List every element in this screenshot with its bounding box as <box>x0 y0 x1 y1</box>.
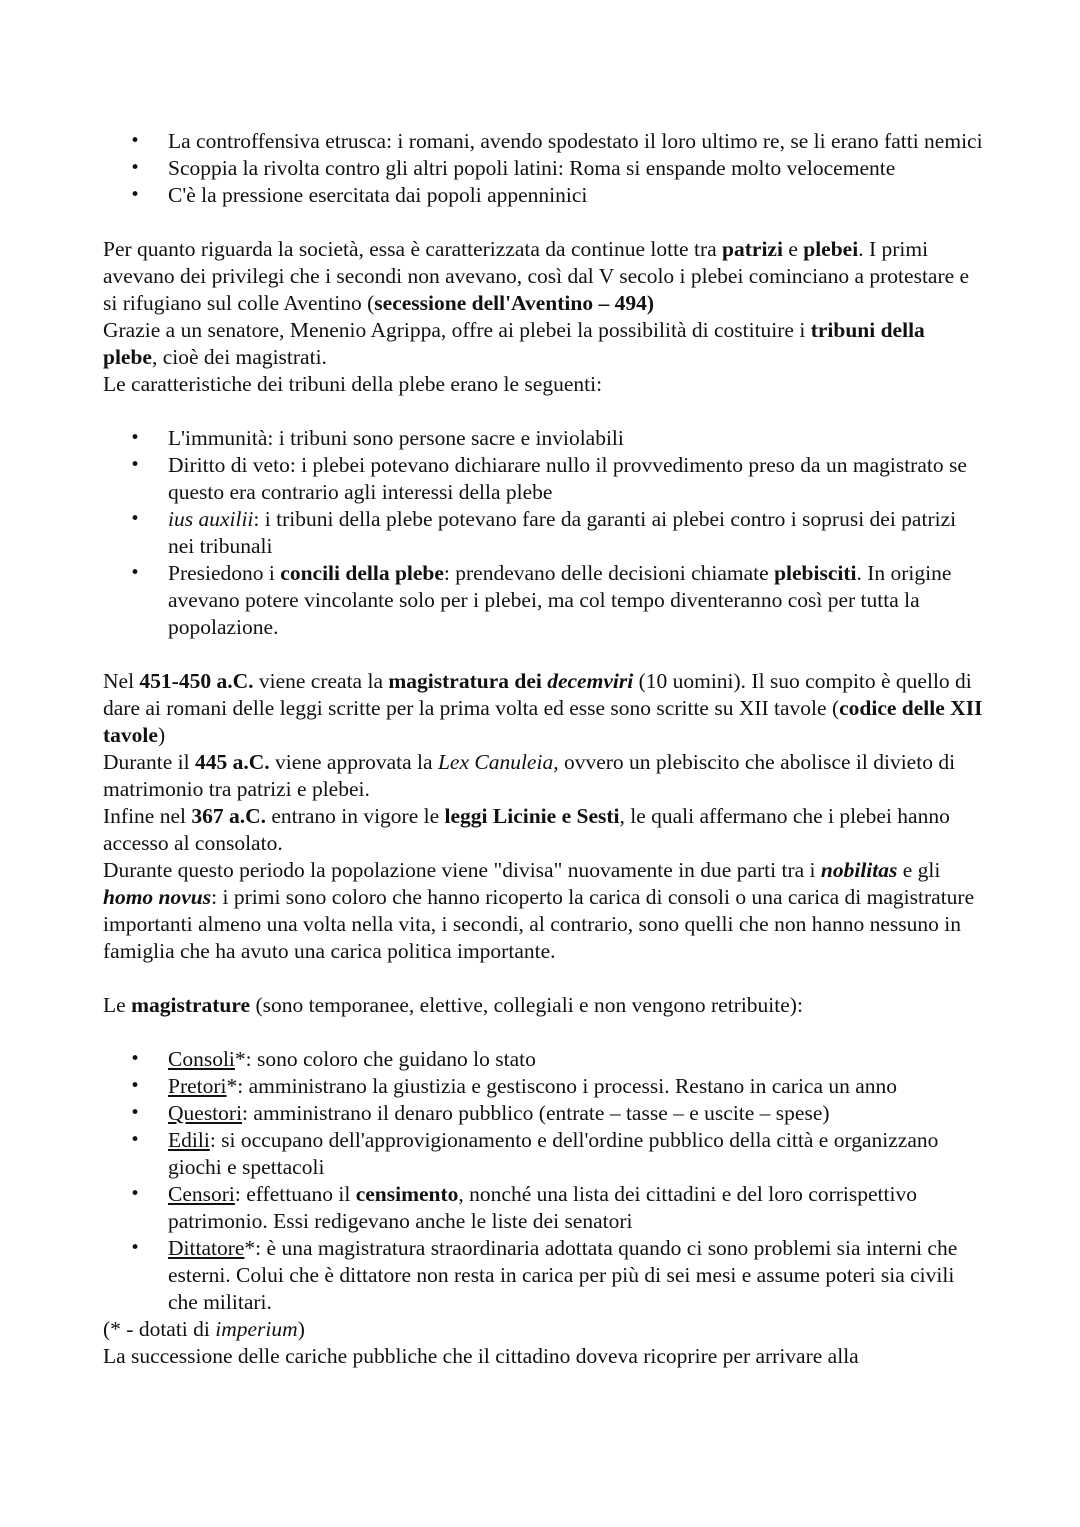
paragraph <box>103 317 983 371</box>
list-item <box>103 560 983 641</box>
text-run: . I primi avevano dei privilegi che i secondi non avevano, così dal V secolo i plebei cominciano a protestare e si rifugiano sul colle Aventino ( <box>103 237 970 315</box>
text-run: leggi Licinie e Sesti <box>444 804 620 828</box>
text-run: viene approvata la <box>269 750 438 774</box>
document-page <box>103 128 983 1370</box>
text-run: Questori <box>168 1101 243 1125</box>
text-run: e <box>782 237 804 261</box>
text-run: : i primi sono coloro che hanno ricoperto la carica di consoli o una carica di magistrature importanti almeno una volta nella vita, i secondi, al contrario, sono quelli che non hanno nessuno in famiglia che ha avuto una carica politica importante. <box>103 885 975 963</box>
text-run: patrizi <box>722 237 783 261</box>
list-item <box>103 1046 983 1073</box>
text-run: (sono temporanee, elettive, collegiali e non vengono retribuite): <box>250 993 803 1017</box>
paragraph <box>103 236 983 317</box>
list-item <box>103 425 983 452</box>
text-run: : amministrano il denaro pubblico (entrate – tasse – e uscite – spese) <box>242 1101 830 1125</box>
text-run: , cioè dei magistrati. <box>151 345 327 369</box>
text-run: entrano in vigore le <box>266 804 445 828</box>
text-run: concili della plebe <box>280 561 444 585</box>
text-run: Pretori <box>168 1074 227 1098</box>
paragraph <box>103 1316 983 1343</box>
bullet-list <box>103 1046 983 1316</box>
text-run: : effettuano il <box>234 1182 356 1206</box>
text-run: , le quali affermano che i plebei hanno accesso al consolato. <box>103 804 950 855</box>
text-run: Edili <box>168 1128 210 1152</box>
text-run: e gli <box>897 858 941 882</box>
text-run: homo novus <box>103 885 212 909</box>
text-run: plebei <box>803 237 859 261</box>
text-run: Consoli <box>168 1047 235 1071</box>
text-run: Presiedono i <box>168 561 281 585</box>
text-run: , nonché una lista dei cittadini e del loro corrispettivo patrimonio. Essi redigevano anche le liste dei senatori <box>168 1182 917 1233</box>
text-run: codice delle XII tavole <box>103 696 983 747</box>
list-item <box>103 128 983 155</box>
list-item <box>103 155 983 182</box>
text-run: censimento <box>355 1182 459 1206</box>
list-item <box>103 1127 983 1181</box>
text-run: plebisciti <box>774 561 857 585</box>
text-run: ) <box>297 1317 305 1341</box>
text-run: Scoppia la rivolta contro gli altri popoli latini: Roma si enspande molto velocemente <box>168 156 896 180</box>
list-item <box>103 452 983 506</box>
text-run: Durante questo periodo la popolazione viene "divisa" nuovamente in due parti tra i <box>103 858 821 882</box>
paragraph <box>103 992 983 1019</box>
list-item <box>103 1235 983 1316</box>
text-run: secessione dell'Aventino – 494) <box>374 291 654 315</box>
text-run: Diritto di veto: i plebei potevano dichiarare nullo il provvedimento preso da un magistrato se questo era contrario agli interessi della plebe <box>168 453 967 504</box>
text-run: *: è una magistratura straordinaria adottata quando ci sono problemi sia interni che esterni. Colui che è dittatore non resta in carica per più di sei mesi e assume poteri sia civili che militari. <box>168 1236 958 1314</box>
text-run: Le caratteristiche dei tribuni della plebe erano le seguenti: <box>103 372 603 396</box>
text-run: magistrature <box>131 993 251 1017</box>
text-run: *: sono coloro che guidano lo stato <box>234 1047 536 1071</box>
text-run: 445 a.C. <box>194 750 270 774</box>
list-item <box>103 506 983 560</box>
text-run: ius auxilii <box>168 507 254 531</box>
text-run: (* - dotati di <box>103 1317 216 1341</box>
text-run: tribuni della plebe <box>103 318 925 369</box>
text-run: 367 a.C. <box>191 804 267 828</box>
text-run: L'immunità: i tribuni sono persone sacre e inviolabili <box>168 426 624 450</box>
list-item <box>103 1073 983 1100</box>
paragraph <box>103 857 983 965</box>
paragraph <box>103 1343 983 1370</box>
text-run: C'è la pressione esercitata dai popoli appenninici <box>168 183 588 207</box>
list-item <box>103 1100 983 1127</box>
bullet-list <box>103 425 983 641</box>
text-run: (10 uomini). Il suo compito è quello di dare ai romani delle leggi scritte per la prima volta ed esse sono scritte su XII tavole ( <box>103 669 972 720</box>
text-run: Censori <box>168 1182 235 1206</box>
text-run: Nel <box>103 669 140 693</box>
text-run: Le <box>103 993 132 1017</box>
paragraph <box>103 371 983 398</box>
text-run: La successione delle cariche pubbliche che il cittadino doveva ricoprire per arrivare alla <box>103 1344 859 1368</box>
text-run: imperium <box>215 1317 298 1341</box>
text-run: , ovvero un plebiscito che abolisce il divieto di matrimonio tra patrizi e plebei. <box>103 750 956 801</box>
text-run: *: amministrano la giustizia e gestiscono i processi. Restano in carica un anno <box>226 1074 898 1098</box>
text-run: 451-450 a.C. <box>139 669 254 693</box>
text-run: Dittatore <box>168 1236 245 1260</box>
paragraph <box>103 803 983 857</box>
text-run: Grazie a un senatore, Menenio Agrippa, offre ai plebei la possibilità di costituire i <box>103 318 811 342</box>
list-item <box>103 1181 983 1235</box>
bullet-list <box>103 128 983 209</box>
text-run: nobilitas <box>820 858 898 882</box>
text-run: La controffensiva etrusca: i romani, avendo spodestato il loro ultimo re, se li erano fatti nemici <box>168 129 983 153</box>
list-item <box>103 182 983 209</box>
text-run: : prendevano delle decisioni chiamate <box>443 561 775 585</box>
text-run: decemviri <box>547 669 634 693</box>
text-run: Infine nel <box>103 804 192 828</box>
text-run: : si occupano dell'approvigionamento e dell'ordine pubblico della città e organizzano giochi e spettacoli <box>168 1128 939 1179</box>
paragraph <box>103 749 983 803</box>
text-run: . In origine avevano potere vincolante solo per i plebei, ma col tempo diventeranno così per tutta la popolazione. <box>168 561 952 639</box>
text-run: Durante il <box>103 750 195 774</box>
text-run: Lex Canuleia <box>437 750 554 774</box>
text-run: ) <box>157 723 166 747</box>
text-run: : i tribuni della plebe potevano fare da garanti ai plebei contro i soprusi dei patrizi nei tribunali <box>168 507 957 558</box>
text-run: Per quanto riguarda la società, essa è caratterizzata da continue lotte tra <box>103 237 723 261</box>
paragraph <box>103 668 983 749</box>
text-run: viene creata la <box>253 669 389 693</box>
text-run: magistratura dei <box>388 669 548 693</box>
